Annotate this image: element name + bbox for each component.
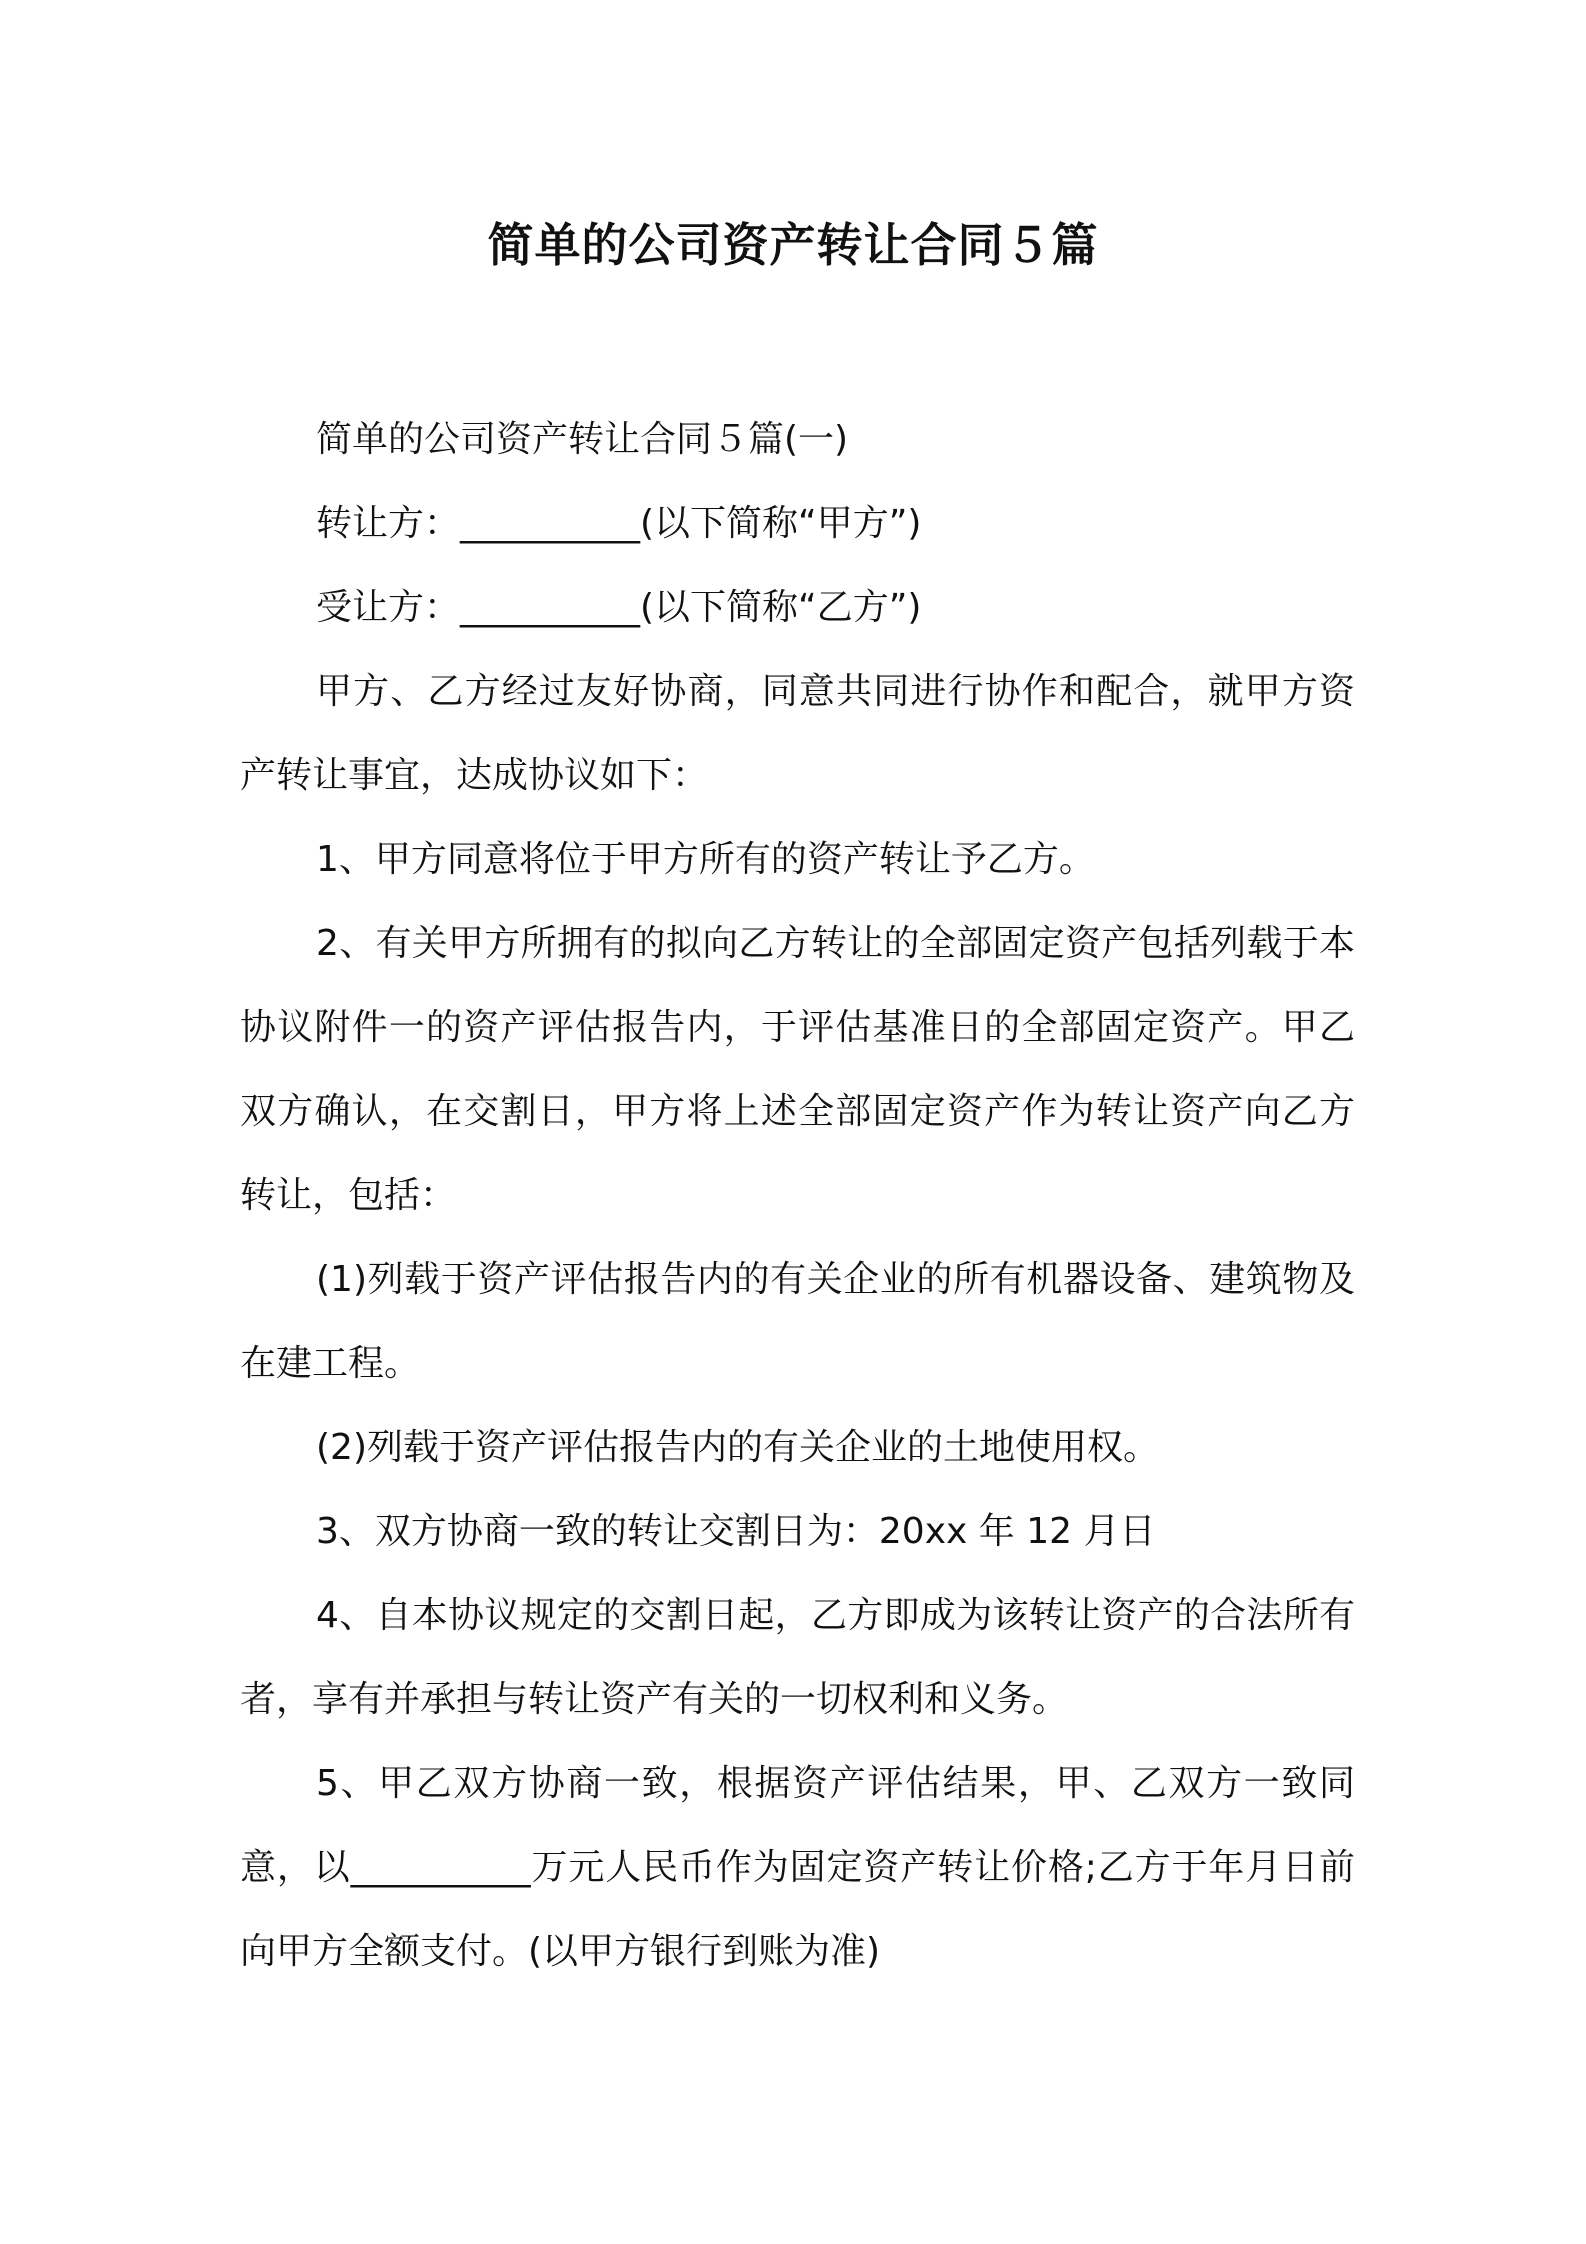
transferor-line: 转让方：__________(以下简称“甲方”) — [316, 503, 922, 544]
clause-1: 1、甲方同意将位于甲方所有的资产转让予乙方。 — [316, 839, 1095, 880]
clause-4: 4、自本协议规定的交割日起，乙方即成为该转让资产的合法所有者，享有并承担与转让资产有关的一切权利和义务。 — [240, 1595, 1355, 1720]
clause-2-item-2: (2)列载于资产评估报告内的有关企业的土地使用权。 — [316, 1427, 1159, 1468]
clause-2: 2、有关甲方所拥有的拟向乙方转让的全部固定资产包括列载于本协议附件一的资产评估报告内，于评估基准日的全部固定资产。甲乙双方确认，在交割日，甲方将上述全部固定资产作为转让资产向乙方转让，包括： — [240, 923, 1355, 1216]
contract-heading: 简单的公司资产转让合同５篇(一) — [316, 419, 849, 460]
document-body — [240, 398, 1355, 1994]
agreement-preamble: 甲方、乙方经过友好协商，同意共同进行协作和配合，就甲方资产转让事宜，达成协议如下： — [240, 671, 1355, 796]
clause-3: 3、双方协商一致的转让交割日为：20xx 年 12 月日 — [316, 1511, 1156, 1552]
transferee-line: 受让方：__________(以下简称“乙方”) — [316, 587, 922, 628]
document-title: 简单的公司资产转让合同５篇 — [487, 218, 1099, 272]
clause-2-item-1: (1)列载于资产评估报告内的有关企业的所有机器设备、建筑物及在建工程。 — [240, 1259, 1355, 1384]
clause-5: 5、甲乙双方协商一致，根据资产评估结果，甲、乙双方一致同意，以__________万元人民币作为固定资产转让价格;乙方于年月日前向甲方全额支付。(以甲方银行到账为准) — [240, 1763, 1355, 1972]
